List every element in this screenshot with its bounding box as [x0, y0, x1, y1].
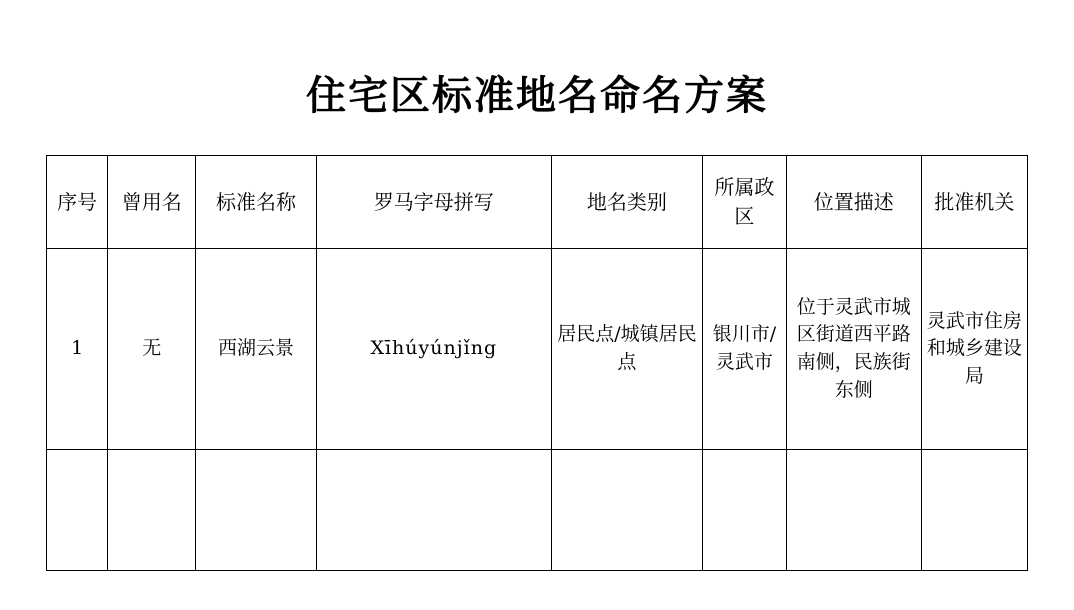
table-row: [47, 450, 1028, 571]
column-header-former-name: 曾用名: [108, 156, 196, 249]
column-header-place-type: 地名类别: [551, 156, 702, 249]
naming-table: [46, 155, 1028, 571]
cell-standard-name: 西湖云景: [196, 249, 317, 450]
cell-authority: [921, 450, 1027, 571]
page-title: 住宅区标准地名命名方案: [306, 72, 768, 119]
cell-standard-name: [196, 450, 317, 571]
cell-location: 位于灵武市城区街道西平路南侧，民族街东侧: [786, 249, 921, 450]
cell-roman-spelling: [316, 450, 551, 571]
cell-place-type: [551, 450, 702, 571]
cell-seq: 1: [47, 249, 108, 450]
table-header-row: [47, 156, 1028, 249]
column-header-authority: 批准机关: [921, 156, 1027, 249]
naming-table-container: [46, 155, 1028, 571]
cell-authority: 灵武市住房和城乡建设局: [921, 249, 1027, 450]
cell-former-name: 无: [108, 249, 196, 450]
cell-roman-spelling: Xīhúyúnjǐng: [316, 249, 551, 450]
column-header-roman-spelling: 罗马字母拼写: [316, 156, 551, 249]
column-header-standard-name: 标准名称: [196, 156, 317, 249]
cell-seq: [47, 450, 108, 571]
cell-place-type: 居民点/城镇居民点: [551, 249, 702, 450]
cell-region: 银川市/灵武市: [703, 249, 787, 450]
table-row: [47, 249, 1028, 450]
cell-location: [786, 450, 921, 571]
column-header-location: 位置描述: [786, 156, 921, 249]
column-header-region: 所属政区: [703, 156, 787, 249]
column-header-seq: 序号: [47, 156, 108, 249]
cell-region: [703, 450, 787, 571]
cell-former-name: [108, 450, 196, 571]
